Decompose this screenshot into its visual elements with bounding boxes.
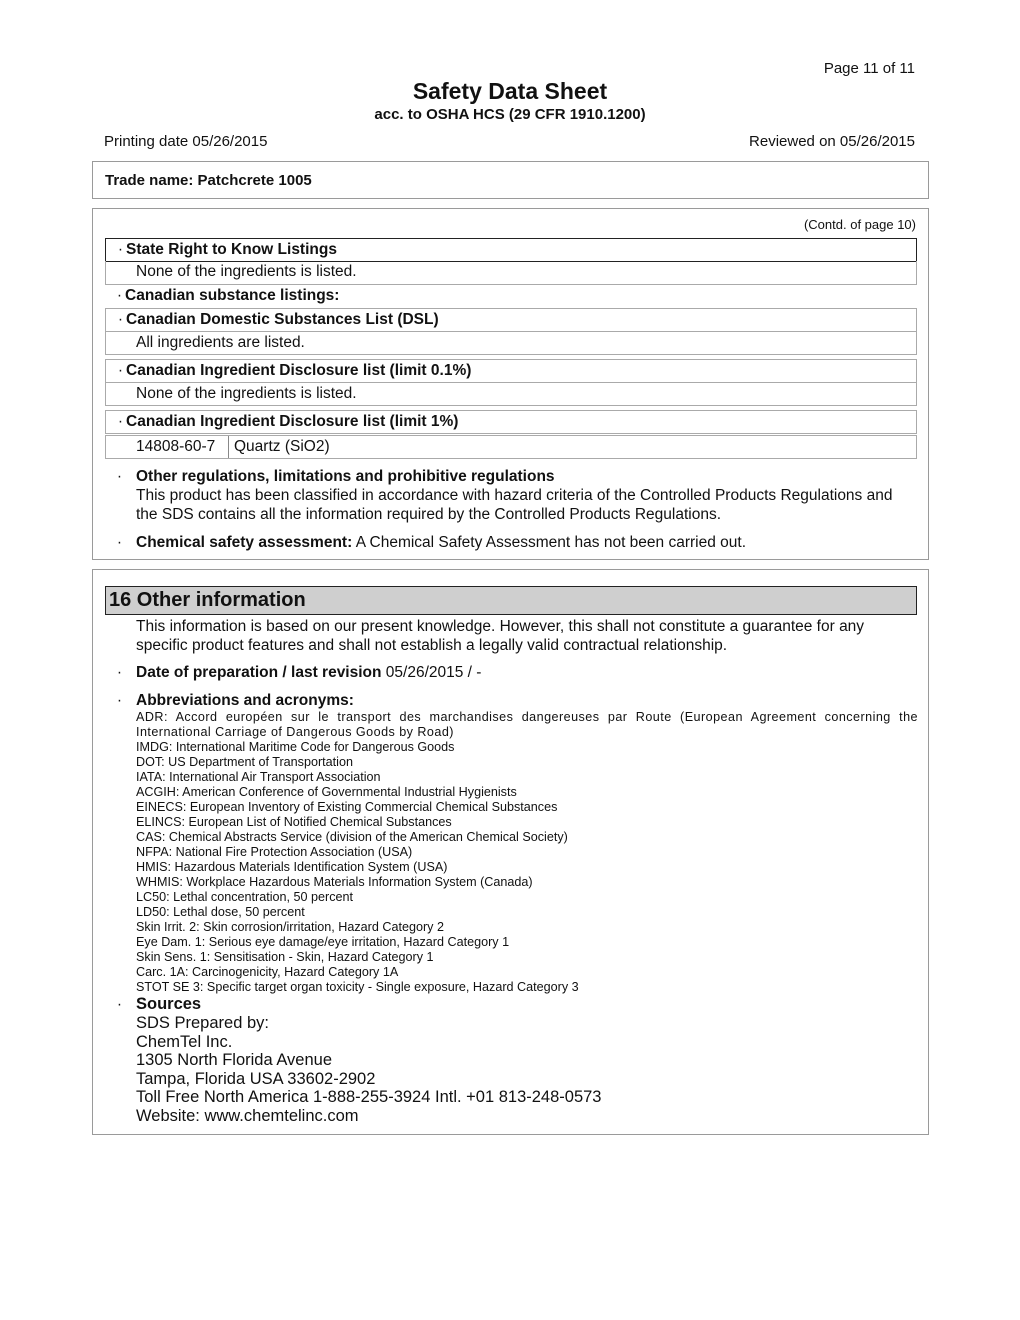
dsl-header-row: · Canadian Domestic Substances List (DSL): [105, 308, 917, 332]
revision-date-value: 05/26/2015 / -: [385, 664, 482, 681]
canadian-listings-row: · Canadian substance listings:: [116, 287, 340, 304]
abbreviation-item: IMDG: International Maritime Code for Dangerous Goods: [136, 740, 455, 754]
idl-01-value: None of the ingredients is listed.: [136, 385, 357, 402]
idl-1-table-row: [105, 435, 917, 459]
source-line: SDS Prepared by:: [136, 1014, 269, 1032]
continued-note: (Contd. of page 10): [803, 217, 916, 232]
page-number: Page 11 of 11: [823, 60, 915, 77]
source-line: Toll Free North America 1-888-255-3924 Intl. +01 813-248-0573: [136, 1088, 602, 1106]
abbreviation-item: EINECS: European Inventory of Existing Commercial Chemical Substances: [136, 800, 558, 814]
idl-01-label: Canadian Ingredient Disclosure list (limit 0.1%): [126, 362, 472, 379]
state-right-value-row: [105, 261, 917, 285]
abbreviation-item: HMIS: Hazardous Materials Identification System (USA): [136, 860, 448, 874]
sources-label: Sources: [136, 995, 202, 1013]
abbreviation-item: DOT: US Department of Transportation: [136, 755, 353, 769]
chemical-safety-text: A Chemical Safety Assessment has not been carried out.: [355, 534, 747, 551]
abbreviation-item: Skin Sens. 1: Sensitisation - Skin, Hazard Category 1: [136, 950, 434, 964]
other-regulations-text: This product has been classified in accordance with hazard criteria of the Controlled Products Regulations and the SDS contains all the information required by the Controlled Products Regulations.: [136, 487, 893, 523]
revision-date-label: Date of preparation / last revision: [136, 664, 382, 681]
canadian-listings-label: Canadian substance listings:: [125, 287, 340, 304]
other-regulations-label: Other regulations, limitations and prohibitive regulations: [136, 468, 555, 485]
state-right-header-row: · State Right to Know Listings: [105, 238, 917, 262]
intro-text: This information is based on our present knowledge. However, this shall not constitute a guarantee for any specific product features and shall not establish a legally valid contractual relationship.: [136, 618, 865, 654]
section-heading: 16 Other information: [105, 586, 917, 615]
idl-01-header-row: · Canadian Ingredient Disclosure list (limit 0.1%): [105, 359, 917, 383]
abbreviation-item: Skin Irrit. 2: Skin corrosion/irritation, Hazard Category 2: [136, 920, 444, 934]
idl-1-label: Canadian Ingredient Disclosure list (limit 1%): [126, 413, 459, 430]
abbreviation-item: STOT SE 3: Specific target organ toxicity - Single exposure, Hazard Category 3: [136, 980, 579, 994]
chemical-safety-block: · Chemical safety assessment: A Chemical Safety Assessment has not been carried out.: [116, 534, 747, 551]
source-line: ChemTel Inc.: [136, 1032, 233, 1051]
abbreviation-item: ELINCS: European List of Notified Chemical Substances: [136, 815, 452, 829]
printing-date: Printing date 05/26/2015: [104, 133, 268, 150]
state-right-label: State Right to Know Listings: [126, 241, 337, 258]
abbreviations-list: [136, 710, 918, 995]
abbreviation-item: WHMIS: Workplace Hazardous Materials Information System (Canada): [136, 875, 533, 889]
abbreviation-item: LD50: Lethal dose, 50 percent: [136, 905, 305, 919]
abbreviation-item: Carc. 1A: Carcinogenicity, Hazard Category 1A: [136, 965, 399, 979]
abbreviation-item: CAS: Chemical Abstracts Service (division of the American Chemical Society): [136, 830, 568, 844]
abbreviation-item: ACGIH: American Conference of Governmental Industrial Hygienists: [136, 785, 517, 799]
trade-name-box: [92, 161, 929, 199]
cas-number: 14808-60-7: [106, 436, 229, 458]
document-title: Safety Data Sheet: [412, 78, 608, 104]
sources-list: [136, 1014, 918, 1125]
abbreviation-item: ADR: Accord européen sur le transport des marchandises dangereuses par Route (European Agreement concerning the International Carriage of Dangerous Goods by Road): [136, 710, 918, 739]
trade-name: Trade name: Patchcrete 1005: [105, 172, 312, 189]
section-16-other-information: [92, 569, 929, 1135]
abbreviation-item: LC50: Lethal concentration, 50 percent: [136, 890, 354, 904]
section-15-continued: [92, 208, 929, 560]
intro-block: [105, 617, 917, 655]
revision-date-block: · Date of preparation / last revision 05/26/2015 / -: [116, 664, 482, 681]
dsl-value: All ingredients are listed.: [136, 334, 305, 351]
source-line: Tampa, Florida USA 33602-2902: [136, 1069, 376, 1088]
dsl-label: Canadian Domestic Substances List (DSL): [126, 311, 439, 328]
substance-name: Quartz (SiO2): [234, 438, 330, 455]
abbreviations-heading-block: · Abbreviations and acronyms:: [116, 692, 354, 709]
source-line: Website: www.chemtelinc.com: [136, 1106, 359, 1125]
sources-heading-block: · Sources: [116, 995, 202, 1013]
state-right-value: None of the ingredients is listed.: [136, 263, 357, 280]
chemical-safety-label: Chemical safety assessment:: [136, 534, 353, 551]
idl-01-value-row: [105, 382, 917, 406]
document-subtitle: acc. to OSHA HCS (29 CFR 1910.1200): [374, 106, 646, 123]
abbreviation-item: IATA: International Air Transport Association: [136, 770, 381, 784]
source-line: 1305 North Florida Avenue: [136, 1051, 332, 1069]
dsl-value-row: [105, 331, 917, 355]
abbreviation-item: NFPA: National Fire Protection Association (USA): [136, 845, 413, 859]
abbreviations-label: Abbreviations and acronyms:: [136, 692, 354, 709]
abbreviation-item: Eye Dam. 1: Serious eye damage/eye irritation, Hazard Category 1: [136, 935, 510, 949]
idl-1-header-row: · Canadian Ingredient Disclosure list (limit 1%): [105, 410, 917, 434]
other-regulations-block: · Other regulations, limitations and prohibitive regulations This product has been classified in accordance with hazard criteria of the Controlled Products Regulations and the SDS contains all the information required by the Controlled Products Regulations.: [105, 467, 917, 524]
reviewed-date: Reviewed on 05/26/2015: [749, 133, 915, 150]
